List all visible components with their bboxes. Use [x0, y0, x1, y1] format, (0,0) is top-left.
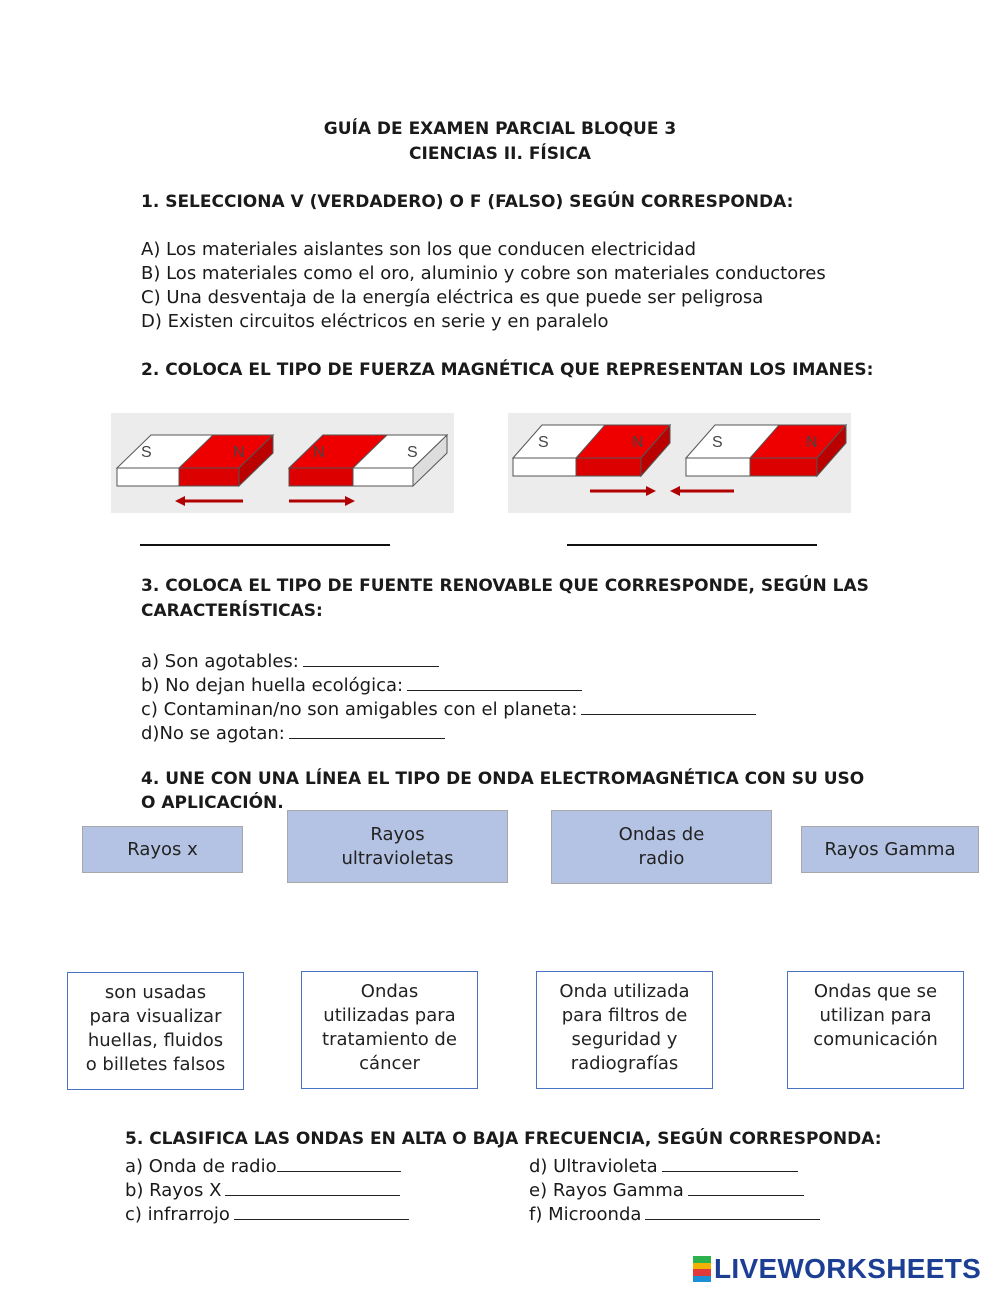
magnets-attraction-image — [508, 413, 851, 513]
section3-item-a-label: a) Son agotables: — [141, 651, 299, 672]
magnet-c-n-label: N — [632, 434, 644, 451]
section5-blank-e[interactable] — [688, 1177, 804, 1196]
section5-item-c-label: c) infrarrojo — [125, 1204, 230, 1225]
logo-badge — [693, 1256, 711, 1282]
section5-item-a-label: a) Onda de radio — [125, 1156, 277, 1177]
magnet-d-n-label: N — [806, 434, 818, 451]
section3-blank-a[interactable] — [303, 648, 439, 667]
section3-item-b-label: b) No dejan huella ecológica: — [141, 675, 404, 696]
section2-heading: 2. COLOCA EL TIPO DE FUERZA MAGNÉTICA QUE REPRESENTAN LOS IMANES: — [141, 360, 874, 380]
section5-item-d-label: d) Ultravioleta — [529, 1156, 658, 1177]
section5-item-d — [529, 1153, 798, 1177]
section3-item-c — [141, 696, 756, 720]
section5-blank-a[interactable] — [277, 1153, 401, 1172]
use-box-radiografias[interactable] — [536, 971, 713, 1089]
magnet-answer-line-2[interactable] — [567, 544, 817, 546]
section3-item-b — [141, 672, 582, 696]
section5-item-e — [529, 1177, 804, 1201]
magnets-repulsion-image — [111, 413, 454, 513]
section5-item-f — [529, 1201, 820, 1225]
magnet-b-n-label: N — [313, 444, 325, 461]
section5-blank-f[interactable] — [645, 1201, 820, 1220]
magnet-d-s-label: S — [712, 434, 723, 451]
wave-label-ultravioletas: Rayos ultravioletas — [341, 823, 454, 869]
magnets-repulsion-drawing — [111, 413, 454, 513]
section3-heading-cont: CARACTERÍSTICAS: — [141, 601, 323, 621]
wave-box-rayos-gamma[interactable] — [801, 826, 979, 873]
use-label-radiografias: Onda utilizada para filtros de seguridad y radiografías — [559, 981, 690, 1074]
section3-item-a — [141, 648, 439, 672]
liveworksheets-logo — [693, 1254, 981, 1284]
section5-item-c — [125, 1201, 409, 1225]
section5-item-e-label: e) Rayos Gamma — [529, 1180, 684, 1201]
section5-blank-c[interactable] — [234, 1201, 409, 1220]
magnet-a-s-label: S — [141, 444, 152, 461]
wave-label-rayos-x: Rayos x — [127, 838, 198, 860]
wave-box-rayos-x[interactable] — [82, 826, 243, 873]
section3-blank-d[interactable] — [289, 720, 445, 739]
magnets-attraction-drawing — [508, 413, 851, 513]
section1-heading: 1. SELECCIONA V (VERDADERO) O F (FALSO) SEGÚN CORRESPONDA: — [141, 192, 794, 212]
wave-box-ondas-radio[interactable] — [551, 810, 772, 884]
wave-label-ondas-radio: Ondas de radio — [618, 824, 705, 869]
magnet-a-n-label: N — [233, 444, 245, 461]
section3-blank-c[interactable] — [581, 696, 756, 715]
wave-label-rayos-gamma: Rayos Gamma — [824, 838, 956, 860]
section1-item-d: D) Existen circuitos eléctricos en serie y en paralelo — [141, 311, 609, 332]
section1-item-c: C) Una desventaja de la energía eléctrica es que puede ser peligrosa — [141, 287, 764, 308]
section5-blank-b[interactable] — [225, 1177, 400, 1196]
use-box-comunicacion[interactable] — [787, 971, 964, 1089]
section3-heading: 3. COLOCA EL TIPO DE FUENTE RENOVABLE QUE CORRESPONDE, SEGÚN LAS — [141, 576, 869, 596]
worksheet-title: GUÍA DE EXAMEN PARCIAL BLOQUE 3 — [323, 119, 677, 139]
worksheet-subtitle: CIENCIAS II. FÍSICA — [409, 144, 591, 164]
use-label-huellas: son usadas para visualizar huellas, fluidos o billetes falsos — [85, 982, 226, 1075]
magnet-c-s-label: S — [538, 434, 549, 451]
section3-blank-b[interactable] — [407, 672, 582, 691]
section5-heading: 5. CLASIFICA LAS ONDAS EN ALTA O BAJA FRECUENCIA, SEGÚN CORRESPONDA: — [125, 1129, 882, 1149]
use-box-huellas[interactable] — [67, 972, 244, 1090]
section1-item-a: A) Los materiales aislantes son los que conducen electricidad — [141, 239, 697, 260]
section3-item-c-label: c) Contaminan/no son amigables con el planeta: — [141, 699, 578, 720]
section5-item-a — [125, 1153, 401, 1177]
logo-text: LIVEWORKSHEETS — [714, 1253, 982, 1284]
wave-box-ultravioletas[interactable] — [287, 810, 508, 883]
use-label-comunicacion: Ondas que se utilizan para comunicación — [813, 981, 938, 1050]
magnet-b-s-label: S — [407, 444, 418, 461]
section4-heading: 4. UNE CON UNA LÍNEA EL TIPO DE ONDA ELECTROMAGNÉTICA CON SU USO — [141, 769, 865, 789]
use-box-cancer[interactable] — [301, 971, 478, 1089]
section1-item-b: B) Los materiales como el oro, aluminio y cobre son materiales conductores — [141, 263, 826, 284]
use-label-cancer: Ondas utilizadas para tratamiento de cáncer — [322, 981, 457, 1074]
section5-item-b — [125, 1177, 400, 1201]
magnet-answer-line-1[interactable] — [140, 544, 390, 546]
section4-heading-cont: O APLICACIÓN. — [141, 793, 284, 813]
section5-item-b-label: b) Rayos X — [125, 1180, 222, 1201]
section5-blank-d[interactable] — [662, 1153, 798, 1172]
section3-item-d-label: d)No se agotan: — [141, 723, 285, 744]
section3-item-d — [141, 720, 445, 744]
section5-item-f-label: f) Microonda — [529, 1204, 642, 1225]
